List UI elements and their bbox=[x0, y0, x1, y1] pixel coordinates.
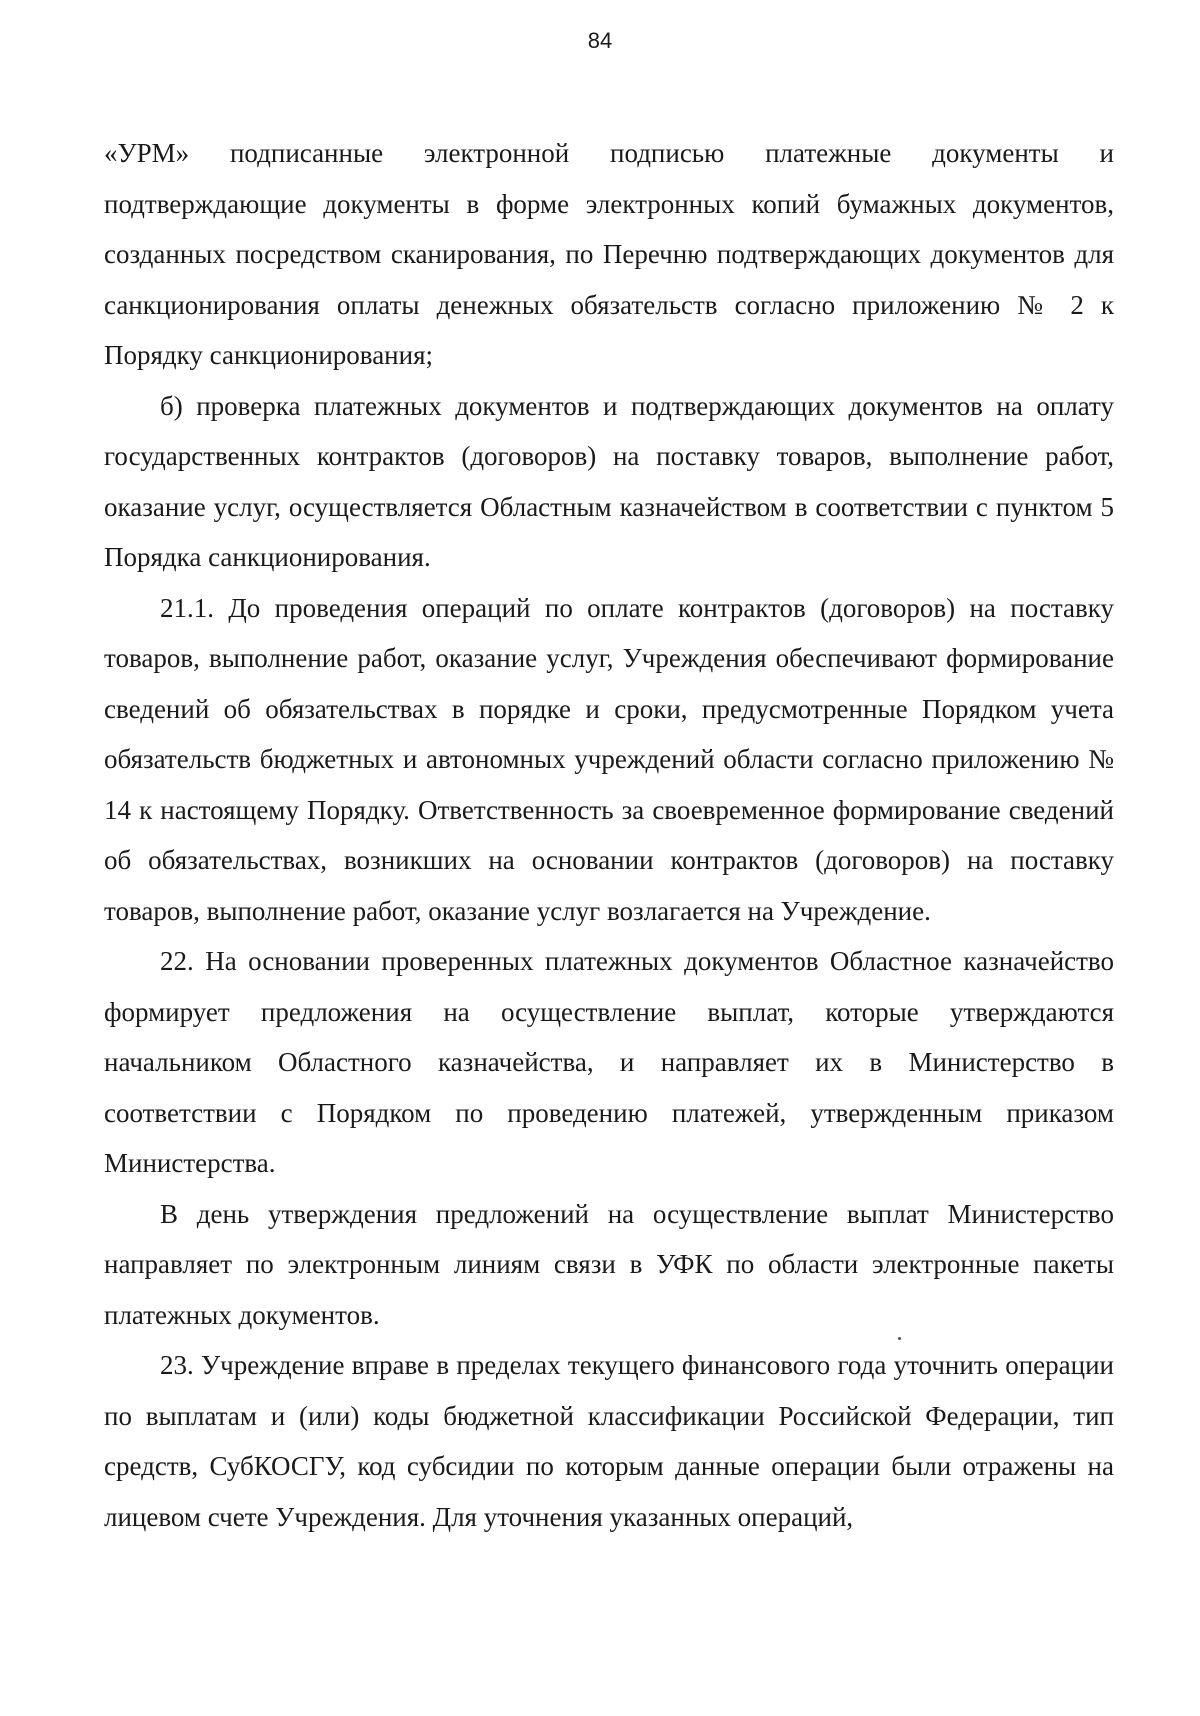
scan-speck bbox=[898, 1337, 901, 1340]
paragraph-urm-signed: «УРМ» подписанные электронной подписью платежные документы и подтверждающие документы в форме электронных копий бумажных документов, созданных посредством сканирования, по Перечню подтверждающих документов для санкционирования оплаты денежных обязательств согласно приложению № 2 к Порядку санкционирования; bbox=[104, 138, 1114, 370]
page-number: 84 bbox=[587, 28, 613, 53]
paragraph-item-b: б) проверка платежных документов и подтверждающих документов на оплату государственных контрактов (договоров) на поставку товаров, выполнение работ, оказание услуг, осуществляется Областным казначейством в соответствии с пунктом 5 Порядка санкционирования. bbox=[104, 390, 1114, 572]
paragraph-item-23: 23. Учреждение вправе в пределах текущего финансового года уточнить операции по выплатам и (или) коды бюджетной классификации Российской Федерации, тип средств, СубКОСГУ, код субсидии по которым данные операции были отражены на лицевом счете Учреждения. Для уточнения указанных операций, bbox=[104, 1350, 1114, 1532]
paragraph-item-22: 22. На основании проверенных платежных документов Областное казначейство формирует предложения на осуществление выплат, которые утверждаются начальником Областного казначейства, и направляет их в Министерство в соответствии с Порядком по проведению платежей, утвержденным приказом Министерства. bbox=[104, 946, 1114, 1178]
paragraph-item-22-day: В день утверждения предложений на осуществление выплат Министерство направляет по электронным линиям связи в УФК по области электронные пакеты платежных документов. bbox=[104, 1198, 1114, 1330]
paragraph-item-21-1: 21.1. До проведения операций по оплате контрактов (договоров) на поставку товаров, выполнение работ, оказание услуг, Учреждения обеспечивают формирование сведений об обязательствах в порядке и сроки, предусмотренные Порядком учета обязательств бюджетных и автономных учреждений области согласно приложению № 14 к настоящему Порядку. Ответственность за своевременное формирование сведений об обязательствах, возникших на основании контрактов (договоров) на поставку товаров, выполнение работ, оказание услуг возлагается на Учреждение. bbox=[104, 592, 1114, 926]
document-body bbox=[104, 128, 1114, 1542]
